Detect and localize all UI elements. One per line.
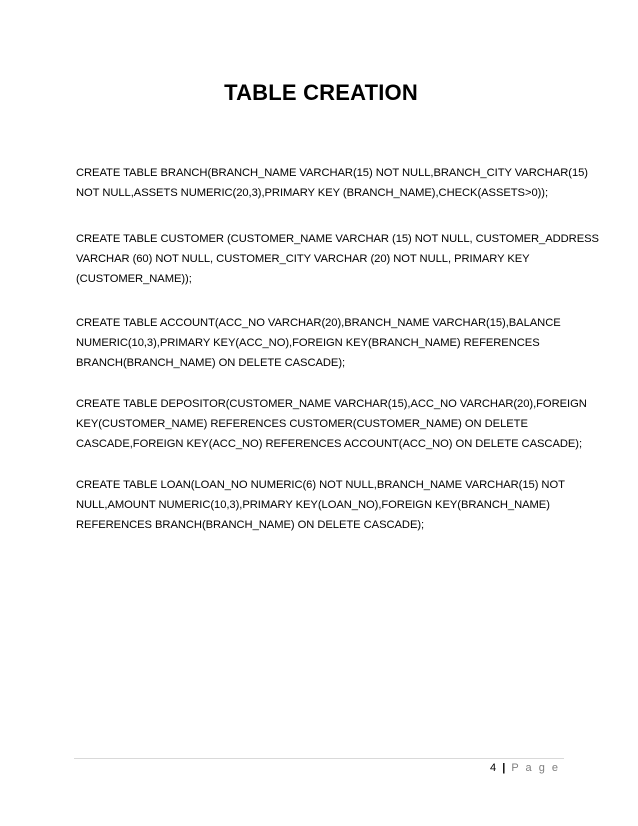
sql-line: NUMERIC(10,3),PRIMARY KEY(ACC_NO),FOREIGN KEY(BRANCH_NAME) REFERENCES	[76, 337, 540, 349]
sql-line: VARCHAR (60) NOT NULL, CUSTOMER_CITY VARCHAR (20) NOT NULL, PRIMARY KEY	[76, 253, 530, 265]
footer-divider	[74, 758, 564, 759]
sql-line: CREATE TABLE DEPOSITOR(CUSTOMER_NAME VARCHAR(15),ACC_NO VARCHAR(20),FOREIGN	[76, 398, 587, 410]
page-footer	[490, 762, 560, 774]
sql-statement-create-depositor	[76, 394, 587, 454]
sql-line: CREATE TABLE ACCOUNT(ACC_NO VARCHAR(20),BRANCH_NAME VARCHAR(15),BALANCE	[76, 317, 561, 329]
sql-line: KEY(CUSTOMER_NAME) REFERENCES CUSTOMER(CUSTOMER_NAME) ON DELETE	[76, 418, 528, 430]
page-title: TABLE CREATION	[224, 80, 418, 105]
sql-line: NOT NULL,ASSETS NUMERIC(20,3),PRIMARY KEY (BRANCH_NAME),CHECK(ASSETS>0));	[76, 187, 549, 199]
sql-statement-create-loan	[76, 475, 572, 535]
sql-statement-create-branch	[76, 163, 588, 203]
sql-statement-create-account	[76, 313, 572, 373]
sql-line: CASCADE,FOREIGN KEY(ACC_NO) REFERENCES ACCOUNT(ACC_NO) ON DELETE CASCADE);	[76, 438, 583, 450]
page-number: 4	[490, 762, 497, 774]
sql-line: NULL,AMOUNT NUMERIC(10,3),PRIMARY KEY(LOAN_NO),FOREIGN KEY(BRANCH_NAME)	[76, 499, 550, 511]
sql-line: REFERENCES BRANCH(BRANCH_NAME) ON DELETE CASCADE);	[76, 519, 425, 531]
sql-statement-create-customer	[76, 229, 599, 289]
sql-line: (CUSTOMER_NAME));	[76, 273, 192, 285]
footer-separator: |	[502, 762, 506, 774]
sql-line: BRANCH(BRANCH_NAME) ON DELETE CASCADE);	[76, 357, 346, 369]
sql-line: CREATE TABLE LOAN(LOAN_NO NUMERIC(6) NOT NULL,BRANCH_NAME VARCHAR(15) NOT	[76, 479, 565, 491]
sql-line: CREATE TABLE CUSTOMER (CUSTOMER_NAME VARCHAR (15) NOT NULL, CUSTOMER_ADDRESS	[76, 233, 599, 245]
page-label: P a g e	[511, 762, 560, 774]
sql-line: CREATE TABLE BRANCH(BRANCH_NAME VARCHAR(15) NOT NULL,BRANCH_CITY VARCHAR(15)	[76, 167, 588, 179]
